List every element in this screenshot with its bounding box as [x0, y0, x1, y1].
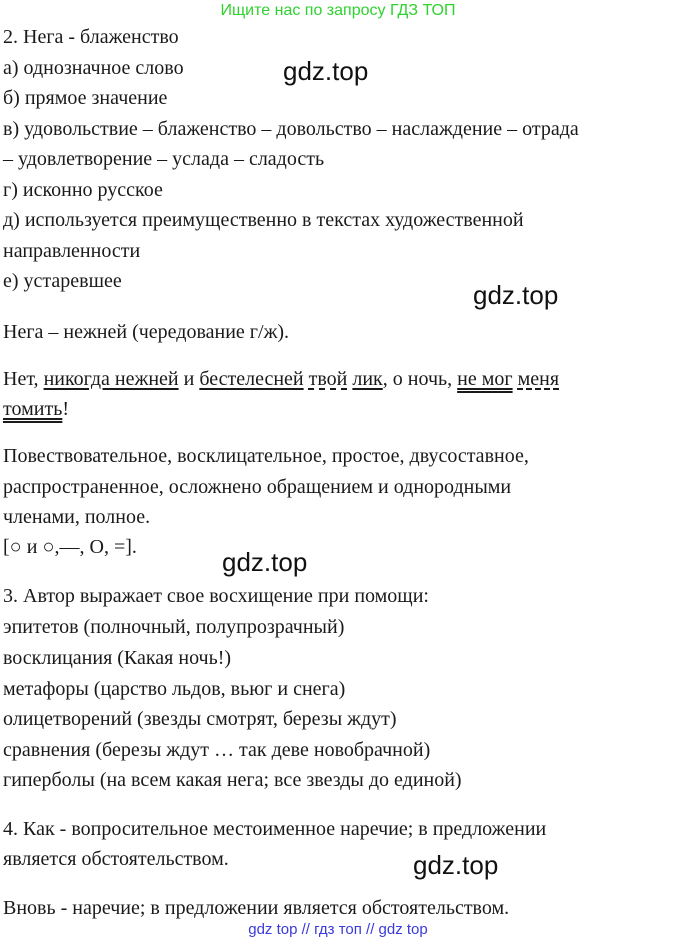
item-v-line1: в) удовольствие – блаженство – довольство – наслаждение – отрада [3, 118, 579, 140]
watermark: gdz.top [283, 56, 369, 86]
nega-note: Нега – нежней (чередование г/ж). [3, 321, 290, 343]
sentence-scheme: [○ и ○,—, О, =]. [3, 536, 137, 558]
device-personification: олицетворений (звезды смотрят, березы ждут) [3, 708, 397, 730]
sentence-text: и [178, 368, 200, 390]
adverbial-underline: никогда нежней [43, 368, 179, 390]
item-d-line2: направленности [3, 240, 141, 262]
sentence-text: ! [62, 398, 69, 420]
watermark: gdz.top [473, 280, 559, 310]
device-hyperbole: гиперболы (на всем какая нега; все звезды до единой) [3, 769, 462, 791]
subject-underline: лик [352, 368, 383, 390]
device-exclamation: восклицания (Какая ночь!) [3, 647, 232, 669]
parsed-sentence [3, 366, 559, 392]
watermark: gdz.top [222, 547, 308, 577]
item-g: г) исконно русское [3, 179, 163, 201]
footer-links[interactable]: gdz top // гдз топ // gdz top [248, 921, 428, 938]
sentence-text: Нет, [3, 368, 44, 390]
device-epithets: эпитетов (полночный, полупрозрачный) [3, 616, 345, 638]
section4-line3: Вновь - наречие; в предложении является обстоятельством. [3, 897, 510, 919]
item-d-line1: д) используется преимущественно в текстах художественной [3, 209, 524, 231]
item-a: а) однозначное слово [3, 57, 184, 79]
section3-title: 3. Автор выражает свое восхищение при помощи: [3, 585, 429, 607]
sentence-text: , о ночь, [382, 368, 458, 390]
watermark: gdz.top [413, 850, 499, 880]
search-banner[interactable]: Ищите нас по запросу ГДЗ ТОП [220, 2, 456, 19]
analysis-line3: членами, полное. [3, 506, 151, 528]
item-b: б) прямое значение [3, 87, 168, 109]
device-comparison: сравнения (березы ждут … так деве новобрачной) [3, 739, 431, 761]
attribute-underline: твой [308, 368, 348, 390]
object-underline: меня [517, 368, 560, 390]
predicate-underline: не мог [457, 368, 513, 390]
device-metaphors: метафоры (царство льдов, вьюг и снега) [3, 678, 346, 700]
adverbial-underline: бестелесней [199, 368, 304, 390]
item-v-line2: – удовлетворение – услада – сладость [3, 148, 325, 170]
item-e: е) устаревшее [3, 270, 122, 292]
section2-title: 2. Нега - блаженство [3, 26, 179, 48]
section4-line1: 4. Как - вопросительное местоименное наречие; в предложении [3, 818, 547, 840]
parsed-sentence-line2 [3, 396, 69, 422]
analysis-line2: распространенное, осложнено обращением и однородными [3, 476, 512, 498]
section4-line2: является обстоятельством. [3, 848, 229, 870]
predicate-underline: томить [3, 398, 63, 420]
analysis-line1: Повествовательное, восклицательное, простое, двусоставное, [3, 445, 529, 467]
